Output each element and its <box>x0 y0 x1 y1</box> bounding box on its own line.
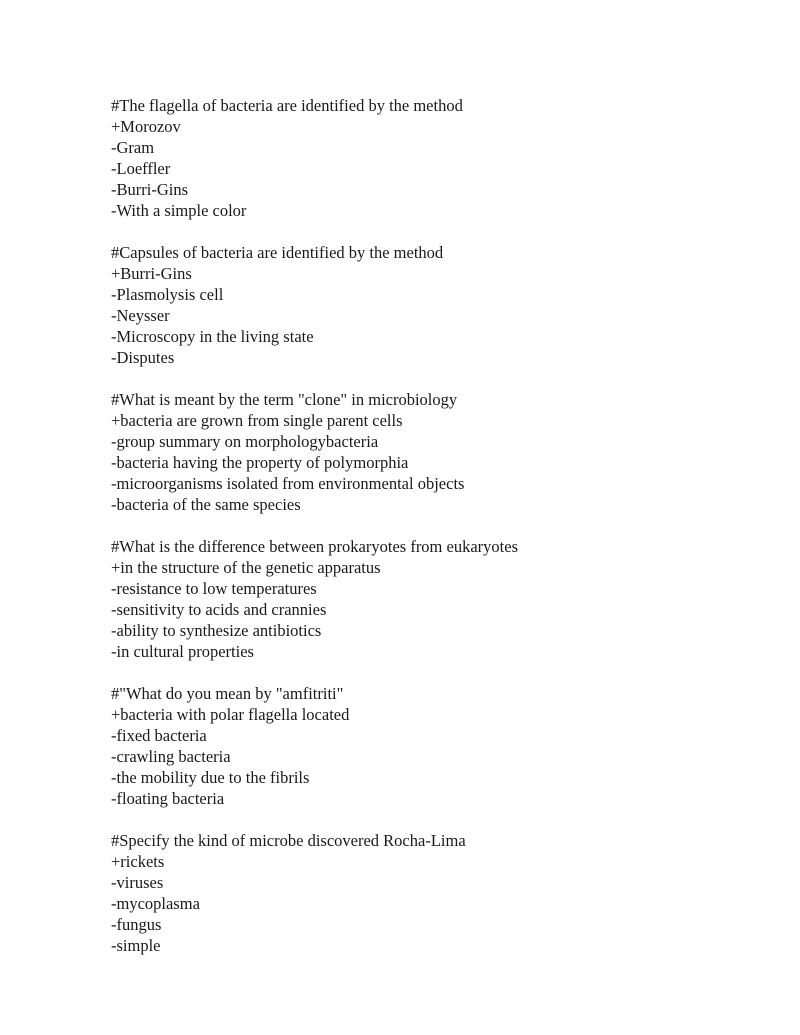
question-text: #The flagella of bacteria are identified by the method <box>111 96 463 115</box>
question-list <box>111 95 751 977</box>
answer-option: -viruses <box>111 873 164 892</box>
answer-option: -in cultural properties <box>111 642 254 661</box>
answer-option: -Microscopy in the living state <box>111 327 314 346</box>
answer-option-correct: +rickets <box>111 852 165 871</box>
question-block <box>111 536 751 662</box>
answer-option-correct: +Burri-Gins <box>111 264 192 283</box>
answer-option: -Gram <box>111 138 155 157</box>
answer-option-correct: +bacteria are grown from single parent cells <box>111 411 403 430</box>
answer-option: -ability to synthesize antibiotics <box>111 621 322 640</box>
answer-option: -With a simple color <box>111 201 247 220</box>
answer-option: -Plasmolysis cell <box>111 285 224 304</box>
question-text: #What is the difference between prokaryotes from eukaryotes <box>111 537 518 556</box>
answer-option: -microorganisms isolated from environmental objects <box>111 474 465 493</box>
question-text: #What is meant by the term "clone" in microbiology <box>111 390 458 409</box>
question-text: #"What do you mean by "amfitriti" <box>111 684 344 703</box>
answer-option: -floating bacteria <box>111 789 225 808</box>
answer-option: -bacteria having the property of polymorphia <box>111 453 409 472</box>
answer-option: -the mobility due to the fibrils <box>111 768 310 787</box>
answer-option-correct: +Morozov <box>111 117 181 136</box>
question-text: #Specify the kind of microbe discovered Rocha-Lima <box>111 831 466 850</box>
answer-option: -Neysser <box>111 306 170 325</box>
answer-option-correct: +in the structure of the genetic apparatus <box>111 558 381 577</box>
answer-option: -bacteria of the same species <box>111 495 301 514</box>
answer-option: -fungus <box>111 915 162 934</box>
answer-option: -Loeffler <box>111 159 171 178</box>
answer-option: -sensitivity to acids and crannies <box>111 600 327 619</box>
question-block <box>111 389 751 515</box>
question-block <box>111 830 751 956</box>
answer-option: -resistance to low temperatures <box>111 579 317 598</box>
question-text: #Capsules of bacteria are identified by the method <box>111 243 444 262</box>
answer-option: -crawling bacteria <box>111 747 231 766</box>
answer-option: -Disputes <box>111 348 175 367</box>
answer-option-correct: +bacteria with polar flagella located <box>111 705 350 724</box>
question-block <box>111 683 751 809</box>
question-block <box>111 242 751 368</box>
answer-option: -fixed bacteria <box>111 726 207 745</box>
question-block <box>111 95 751 221</box>
answer-option: -Burri-Gins <box>111 180 188 199</box>
answer-option: -mycoplasma <box>111 894 200 913</box>
answer-option: -group summary on morphologybacteria <box>111 432 379 451</box>
answer-option: -simple <box>111 936 161 955</box>
